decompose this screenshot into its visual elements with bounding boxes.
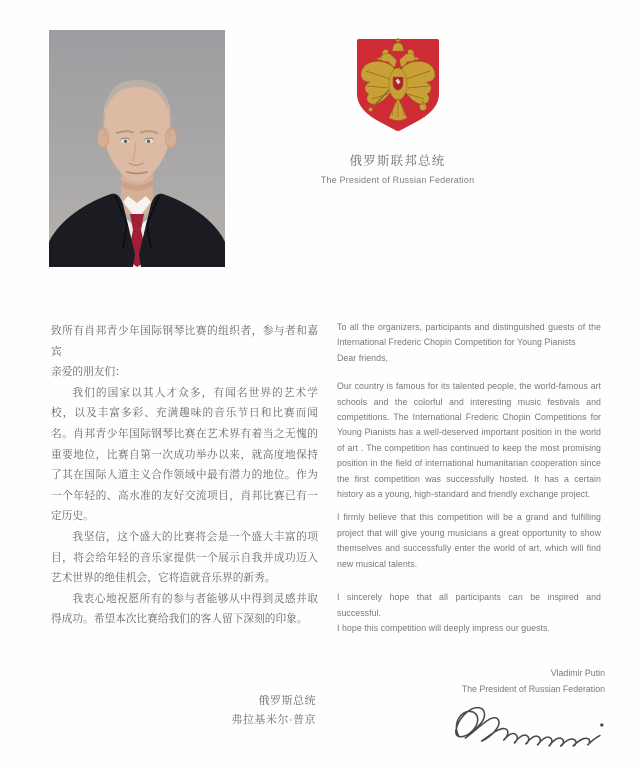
letterhead — [300, 38, 495, 185]
russian-coat-of-arms-icon — [354, 38, 442, 135]
putin-portrait-photo — [49, 30, 225, 267]
en-greeting: Dear friends, — [337, 352, 389, 363]
zh-paragraph: 我坚信，这个盛大的比赛将会是一个盛大丰富的项目，将会给年轻的音乐家提供一个展示自我并成功迈入艺术世界的绝佳机会，它将造就音乐界的新秀。 — [51, 530, 318, 585]
en-paragraph: Our country is famous for its talented people, the world-famous art schools and the colorful and interesting music festivals and competitions. The International Frederic Chopin Competitions for Young Pianists has a well-deserved important position in the world of art . The competition has continued to keep the most promising position in the field of international humanitarian cooperation since the first competition was successfully hosted. It has a certain history as a young, high-standard and friendly exchange project. — [337, 381, 601, 500]
signoff-title-zh: 俄罗斯总统 — [258, 695, 316, 707]
en-closing-line: I sincerely hope that all participants can be inspired and successful. — [337, 592, 601, 618]
letter-body-chinese — [51, 321, 318, 630]
signoff-name-zh: 弗拉基米尔·普京 — [231, 714, 316, 726]
zh-greeting: 亲爱的朋友们： — [51, 366, 126, 379]
letter-body-english — [337, 320, 601, 636]
zh-paragraph: 我们的国家以其人才众多，有闻名世界的艺术学校，以及丰富多彩、充满趣味的音乐节日和比赛而闻名。肖邦青少年国际钢琴比赛在艺术界有着当之无愧的重要地位，比赛自第一次成功举办以来，就高度地保持了其在国际人道主义合作领域中最有潜力的地位。作为一个年轻的、高水准的友好交流项目，肖邦比赛已有一定历史。 — [51, 386, 318, 523]
signoff-chinese — [231, 692, 316, 730]
putin-signature — [443, 696, 611, 752]
en-paragraph: I firmly believe that this competition will be a grand and fulfilling project that will give young musicians a great opportunity to show themselves and successfully enter the world of art, which will find new musical talents. — [337, 512, 601, 569]
letterhead-title-zh: 俄罗斯联邦总统 — [349, 154, 446, 168]
signoff-title-en: The President of Russian Federation — [461, 684, 605, 694]
letterhead-title-en: The President of Russian Federation — [320, 175, 475, 185]
signoff-name-en: Vladimir Putin — [550, 668, 605, 678]
signoff-english — [462, 665, 605, 697]
zh-paragraph: 我衷心地祝愿所有的参与者能够从中得到灵感并取得成功。希望本次比赛给我们的客人留下深刻的印象。 — [51, 592, 318, 626]
en-salutation: To all the organizers, participants and distinguished guests of the International Frederic Chopin Competition for Young Pianists — [337, 322, 601, 348]
en-closing-line: I hope this competition will deeply impress our guests. — [337, 622, 550, 633]
zh-salutation: 致所有肖邦青少年国际钢琴比赛的组织者，参与者和嘉宾 — [51, 325, 318, 358]
